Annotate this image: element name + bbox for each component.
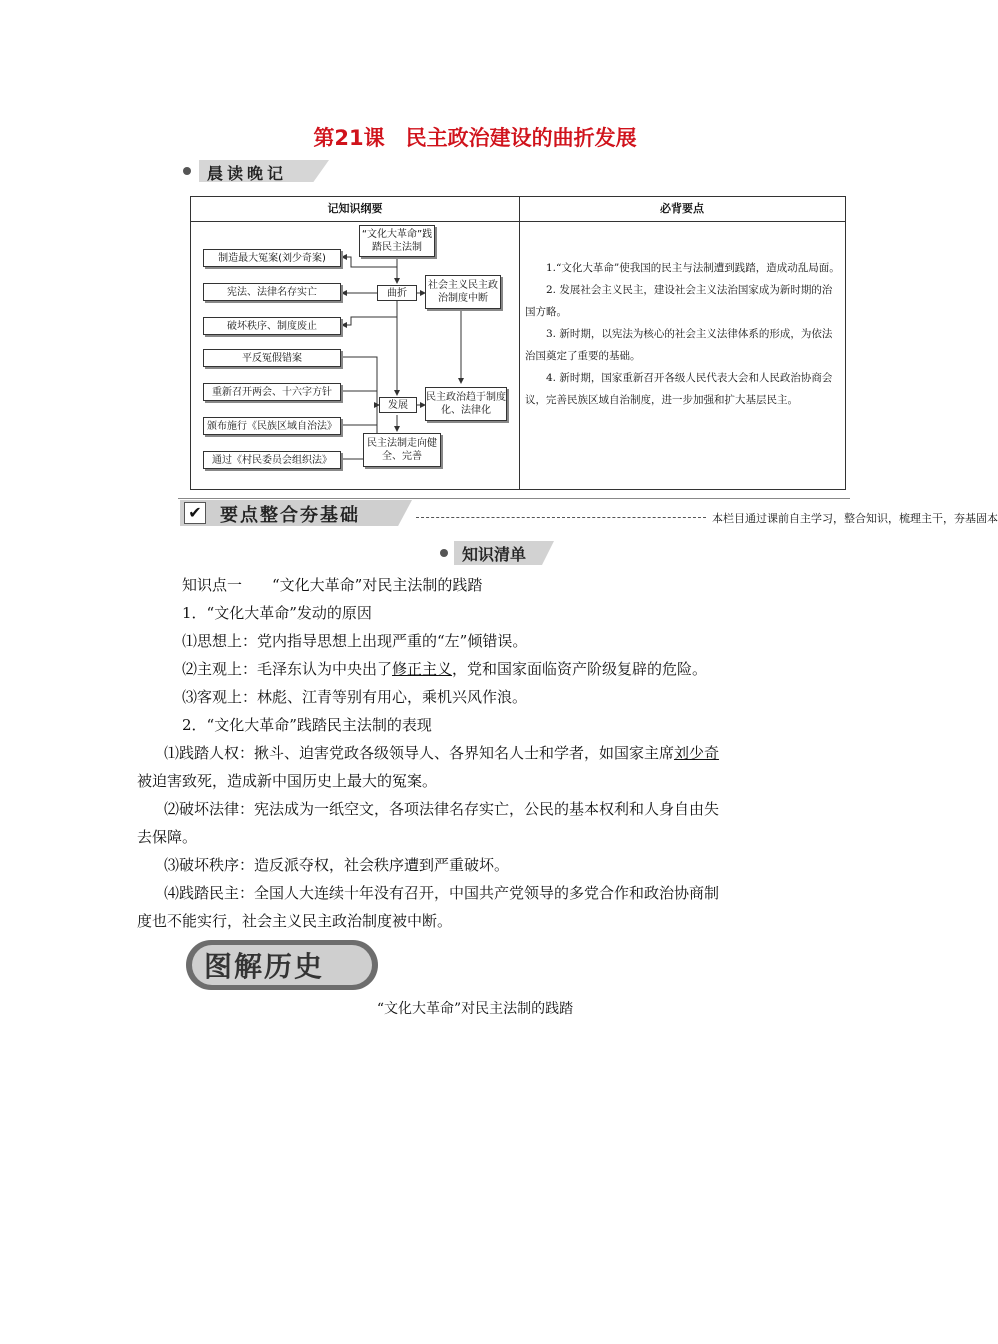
diagram-left-item: 制造最大冤案(刘少奇案) [203, 249, 341, 267]
key-point: 2. 发展社会主义民主，建设社会主义法治国家成为新时期的治国方略。 [525, 284, 833, 318]
morning-banner [183, 158, 343, 184]
knowledge-point-heading: 知识点一 “文化大革命”对民主法制的践踏 [182, 576, 483, 594]
illustrated-history-label: 图解历史 [204, 950, 325, 983]
section-heading: 2．“文化大革命”践踏民主法制的表现 [182, 716, 432, 734]
underlined-term: 刘少奇 [674, 744, 720, 762]
paragraph: ⑴践踏人权：揪斗、迫害党政各级领导人、各界知名人士和学者，如国家主席刘少奇 [164, 744, 720, 762]
knowledge-list-banner [440, 540, 560, 566]
paragraph: 去保障。 [137, 828, 198, 846]
diagram-box-zouxiang: 民主法制走向健全、完善 [363, 433, 441, 467]
diagram-left-item: 宪法、法律名存实亡 [203, 283, 341, 301]
paragraph: ⑶破坏秩序：造反派夺权，社会秩序遭到严重破坏。 [164, 856, 510, 874]
bullet-dot-icon [440, 549, 448, 557]
diagram-left-item: 通过《村民委员会组织法》 [203, 451, 341, 469]
key-point: 4. 新时期，国家重新召开各级人民代表大会和人民政治协商会议，完善民族区域自治制度，进一步加强和扩大基层民主。 [525, 372, 833, 406]
diagram-box-zhongduan: 社会主义民主政治制度中断 [425, 275, 501, 309]
paragraph: 被迫害致死，造成新中国历史上最大的冤案。 [137, 772, 438, 790]
basics-banner [178, 498, 998, 530]
diagram-left-item: 平反冤假错案 [203, 349, 341, 367]
paragraph: ⑵破坏法律：宪法成为一纸空文，各项法律名存实亡，公民的基本权利和人身自由失 [164, 800, 720, 818]
summary-table [190, 196, 846, 490]
diagram-box-top: “文化大革命”践踏民主法制 [359, 225, 435, 257]
paragraph: ⑶客观上：林彪、江青等别有用心，乘机兴风作浪。 [182, 688, 528, 706]
diagram-box-qushi: 民主政治趋于制度化、法律化 [425, 387, 507, 421]
diagram-box-fazhan: 发展 [379, 397, 417, 413]
checkmark-icon: ✔ [184, 502, 206, 524]
paragraph: ⑴思想上：党内指导思想上出现严重的“左”倾错误。 [182, 632, 528, 650]
section-heading: 1．“文化大革命”发动的原因 [182, 604, 372, 622]
diagram-box-quzhe: 曲折 [377, 285, 417, 301]
basics-banner-label: 要点整合夯基础 [220, 505, 360, 526]
lesson-title: 第21课 民主政治建设的曲折发展 [313, 126, 637, 150]
paragraph: ⑵主观上：毛泽东认为中央出了修正主义，党和国家面临资产阶级复辟的危险。 [182, 660, 708, 678]
key-point: 3. 新时期，以宪法为核心的社会主义法律体系的形成，为依法治国奠定了重要的基础。 [525, 328, 833, 362]
knowledge-list-label: 知识清单 [462, 545, 527, 564]
morning-banner-label: 晨读晚记 [207, 164, 288, 183]
diagram-left-item: 重新召开两会、十六字方针 [203, 383, 341, 401]
underlined-term: 修正主义 [392, 660, 453, 678]
diagram-arrows [191, 197, 519, 489]
keypoints-header: 必背要点 [519, 197, 845, 222]
paragraph: 度也不能实行，社会主义民主政治制度被中断。 [137, 912, 453, 930]
basics-banner-note: 本栏目通过课前自主学习，整合知识，梳理主干，夯基固本 [712, 512, 998, 525]
diagram-left-item: 破坏秩序、制度废止 [203, 317, 341, 335]
figure-caption: “文化大革命”对民主法制的践踏 [376, 1001, 574, 1017]
bullet-dot-icon [183, 167, 191, 175]
diagram-left-item: 颁布施行《民族区域自治法》 [203, 417, 341, 435]
paragraph: ⑷践踏民主：全国人大连续十年没有召开，中国共产党领导的多党合作和政治协商制 [164, 884, 720, 902]
key-points [525, 257, 841, 411]
illustrated-history-badge [186, 940, 378, 990]
key-point: 1.“文化大革命”使我国的民主与法制遭到践踏，造成动乱局面。 [546, 262, 840, 274]
outline-header: 记知识纲要 [191, 197, 519, 222]
